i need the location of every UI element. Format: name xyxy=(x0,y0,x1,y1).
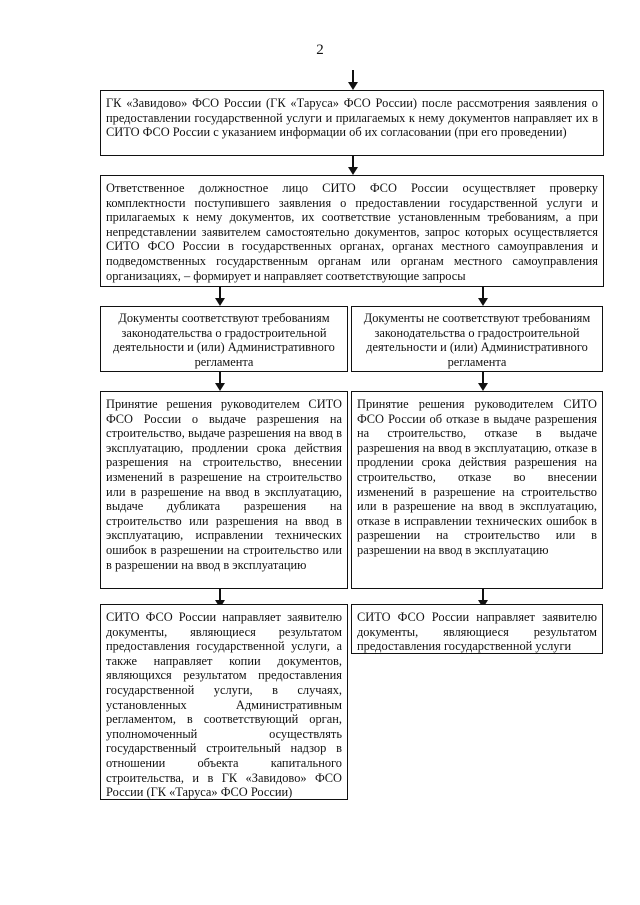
documents-compliant-text: Документы соответствуют требованиям законодательства о градостроительной деятельности и (или) Административного регламента xyxy=(113,311,335,369)
documents-compliant-box xyxy=(100,306,348,372)
decision-issue-box xyxy=(100,391,348,589)
decision-refuse-text: Принятие решения руководителем СИТО ФСО России об отказе в выдаче разрешения на строительство, отказе в выдаче разрешения на ввод в эксплуатацию, отказе в продлении срока действия разрешения на строительство, отказе во внесении изменений в разрешение на строительство или в разрешение на ввод в эксплуатацию, отказе в исправлении технических ошибок в разрешении на строительство или в разрешении на ввод в эксплуатацию xyxy=(357,397,597,557)
flow-arrow-right-1 xyxy=(478,287,488,307)
result-refuse-text: СИТО ФСО России направляет заявителю документы, являющиеся результатом предоставления государственной услуги xyxy=(357,610,597,654)
flow-arrow-top xyxy=(348,70,358,90)
step-completeness-check-text: Ответственное должностное лицо СИТО ФСО России осуществляет проверку комплектности поступившего заявления о предоставлении государственной услуги и прилагаемых к нему документов, их соответствие установленным требованиям, а при непредставлении заявителем самостоятельно документов, запрос которых осуществляется СИТО ФСО России в государственных органах, органах местного самоуправления и подведомственных государственным органам или органам местного самоуправления организациях, – формирует и направляет соответствующие запросы xyxy=(106,181,598,283)
decision-refuse-box xyxy=(351,391,603,589)
documents-noncompliant-text: Документы не соответствуют требованиям законодательства о градостроительной деятельности и (или) Административного регламента xyxy=(363,311,591,369)
step-completeness-check xyxy=(100,175,604,287)
step-forward-application-text: ГК «Завидово» ФСО России (ГК «Таруса» ФСО России) после рассмотрения заявления о предоставлении государственной услуги и прилагаемых к нему документов направляет их в СИТО ФСО России с указанием информации об их согласовании (при его проведении) xyxy=(106,96,598,140)
decision-issue-text: Принятие решения руководителем СИТО ФСО России о выдаче разрешения на строительство, выдаче разрешения на ввод в эксплуатацию, продлении срока действия разрешения на строительство, внесении изменений в разрешение на строительство или в разрешение на ввод в эксплуатацию, выдаче дубликата разрешения на строительство или разрешения на ввод в эксплуатацию, исправлении технических ошибок в разрешении на строительство или в разрешении на ввод в эксплуатацию xyxy=(106,397,342,572)
page-number: 2 xyxy=(316,42,324,58)
result-issue-box xyxy=(100,604,348,800)
step-forward-application xyxy=(100,90,604,156)
flow-arrow-1 xyxy=(348,156,358,176)
result-refuse-box xyxy=(351,604,603,654)
flow-arrow-left-2 xyxy=(215,372,225,392)
flow-arrow-left-1 xyxy=(215,287,225,307)
documents-noncompliant-box xyxy=(351,306,603,372)
result-issue-text: СИТО ФСО России направляет заявителю документы, являющиеся результатом предоставления государственной услуги, а также направляет копии документов, являющихся результатом предоставления государственной услуги, в случаях, установленных Административным регламентом, в соответствующий орган, уполномоченный осуществлять государственный строительный надзор в отношении объекта капитального строительства, и в ГК «Завидово» ФСО России (ГК «Таруса» ФСО России) xyxy=(106,610,342,800)
flow-arrow-right-2 xyxy=(478,372,488,392)
